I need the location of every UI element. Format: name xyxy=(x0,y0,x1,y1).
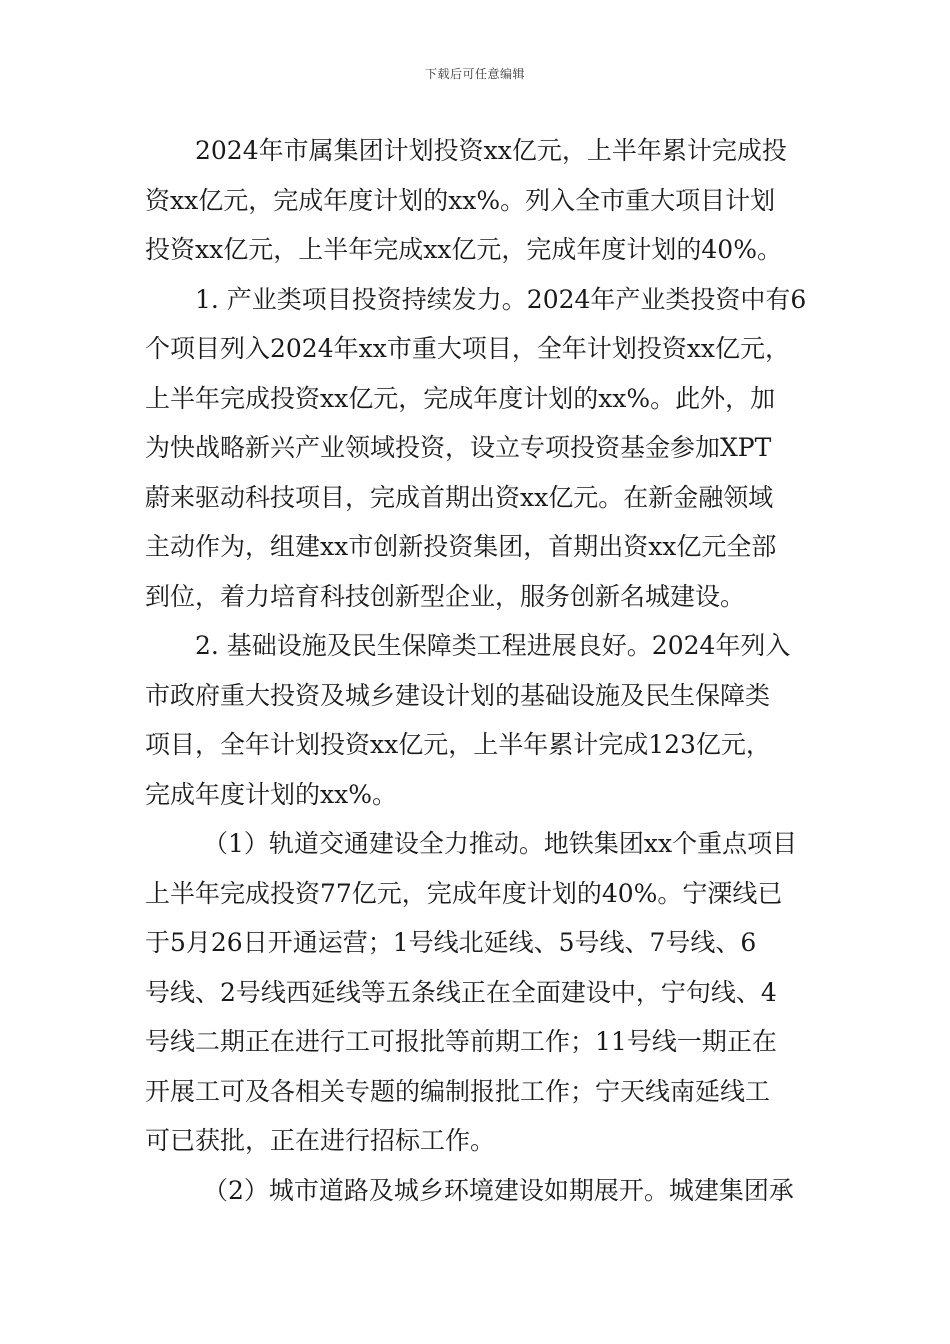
paragraph-line: 个项目列入2024年xx市重大项目，全年计划投资xx亿元， xyxy=(145,334,791,363)
paragraph-line: 号线、2号线西延线等五条线正在全面建设中，宁句线、4 xyxy=(145,977,777,1007)
paragraph-line: （2）城市道路及城乡环境建设如期展开。城建集团承 xyxy=(203,1175,794,1205)
paragraph-line: 于5月26日开通运营；1号线北延线、5号线、7号线、6 xyxy=(145,928,757,957)
document-body xyxy=(145,126,810,1215)
paragraph-line: 投资xx亿元，上半年完成xx亿元，完成年度计划的40%。 xyxy=(145,235,782,264)
paragraph-line: 市政府重大投资及城乡建设计划的基础设施及民生保障类 xyxy=(145,680,771,710)
paragraph-line: 开展工可及各相关专题的编制报批工作；宁天线南延线工 xyxy=(145,1076,771,1106)
paragraph-line: 上半年完成投资xx亿元，完成年度计划的xx%。此外，加 xyxy=(145,383,776,413)
paragraph-line: 主动作为，组建xx市创新投资集团，首期出资xx亿元全部 xyxy=(145,532,777,561)
paragraph-line: 2024年市属集团计划投资xx亿元，上半年累计完成投 xyxy=(195,136,787,165)
paragraph-line: 到位，着力培育科技创新型企业，服务创新名城建设。 xyxy=(145,581,746,611)
paragraph-line: （1）轨道交通建设全力推动。地铁集团xx个重点项目 xyxy=(203,829,798,858)
paragraph-line: 可已获批，正在进行招标工作。 xyxy=(145,1126,496,1155)
paragraph-line: 为快战略新兴产业领域投资，设立专项投资基金参加XPT xyxy=(145,433,772,462)
paragraph-line: 1. 产业类项目投资持续发力。2024年产业类投资中有6 xyxy=(195,284,807,314)
paragraph-line: 号线二期正在进行工可报批等前期工作；11号线一期正在 xyxy=(145,1027,777,1056)
paragraph-line: 2. 基础设施及民生保障类工程进展良好。2024年列入 xyxy=(195,631,791,660)
paragraph-line: 上半年完成投资77亿元，完成年度计划的40%。宁溧线已 xyxy=(145,878,783,908)
download-note: 下载后可任意编辑 xyxy=(424,67,525,81)
paragraph-line: 完成年度计划的xx%。 xyxy=(145,779,397,809)
paragraph-line: 项目，全年计划投资xx亿元，上半年累计完成123亿元， xyxy=(145,730,771,759)
paragraph-line: 蔚来驱动科技项目，完成首期出资xx亿元。在新金融领域 xyxy=(145,482,774,512)
paragraph-line: 资xx亿元，完成年度计划的xx%。列入全市重大项目计划 xyxy=(145,185,776,215)
